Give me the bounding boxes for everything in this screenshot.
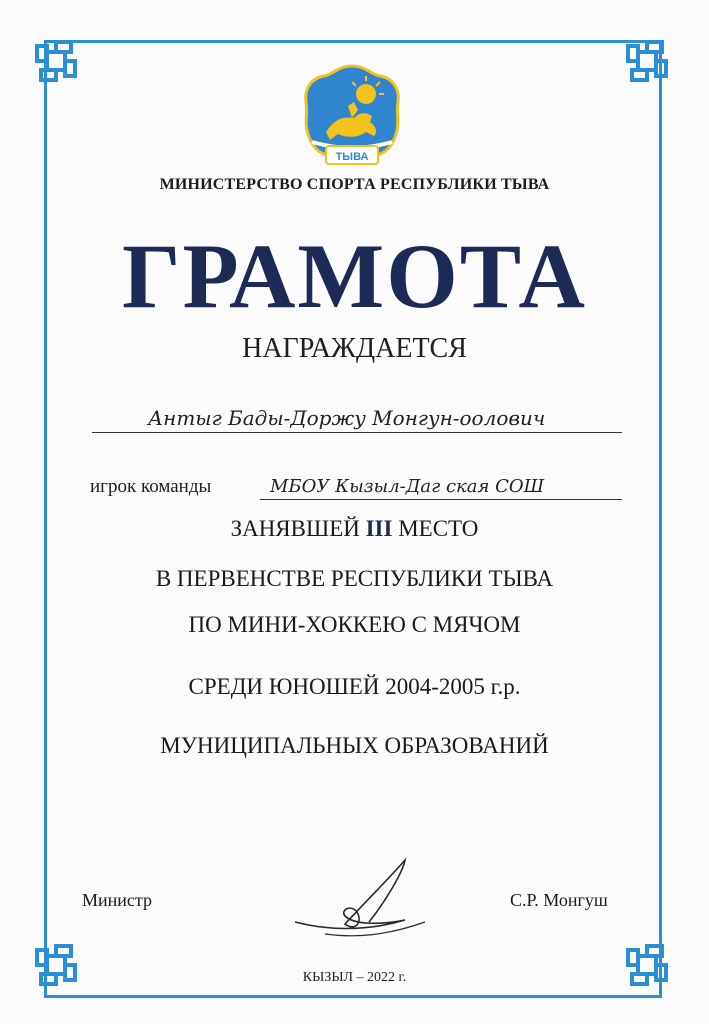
team-name-line: [260, 473, 622, 500]
municipal-line: МУНИЦИПАЛЬНЫХ ОБРАЗОВАНИЙ: [160, 733, 549, 758]
recipient-name-line: [92, 402, 622, 433]
svg-text:ТЫВА: ТЫВА: [335, 151, 369, 163]
signature-mark: [285, 852, 435, 942]
ministry-heading: МИНИСТЕРСТВО СПОРТА РЕСПУБЛИКИ ТЫВА: [159, 176, 550, 193]
place-prefix: ЗАНЯВШЕЙ: [230, 516, 366, 541]
place-line: [0, 516, 709, 542]
certificate-title: ГРАМОТА: [121, 225, 587, 327]
sport-line: ПО МИНИ-ХОККЕЮ С МЯЧОМ: [188, 612, 521, 637]
age-group-line: СРЕДИ ЮНОШЕЙ 2004-2005 г.р.: [188, 674, 521, 699]
team-name: МБОУ Кызыл-Даг ская СОШ: [270, 476, 545, 497]
minister-label: Министр: [82, 890, 152, 910]
team-label: игрок команды: [90, 476, 212, 497]
tuva-emblem-icon: [300, 62, 404, 170]
place-suffix: МЕСТО: [392, 516, 479, 541]
endless-knot-icon: [33, 38, 79, 84]
recipient-name: Антыг Бады-Доржу Монгун-оолович: [148, 406, 546, 430]
signatory-name: С.Р. Монгуш: [510, 890, 608, 910]
city-year: КЫЗЫЛ – 2022 г.: [302, 970, 407, 985]
place-value: III: [365, 516, 393, 541]
endless-knot-icon: [624, 38, 670, 84]
competition-line: В ПЕРВЕНСТВЕ РЕСПУБЛИКИ ТЫВА: [155, 566, 554, 591]
team-row: [90, 474, 630, 502]
awarded-heading: НАГРАЖДАЕТСЯ: [242, 333, 467, 364]
